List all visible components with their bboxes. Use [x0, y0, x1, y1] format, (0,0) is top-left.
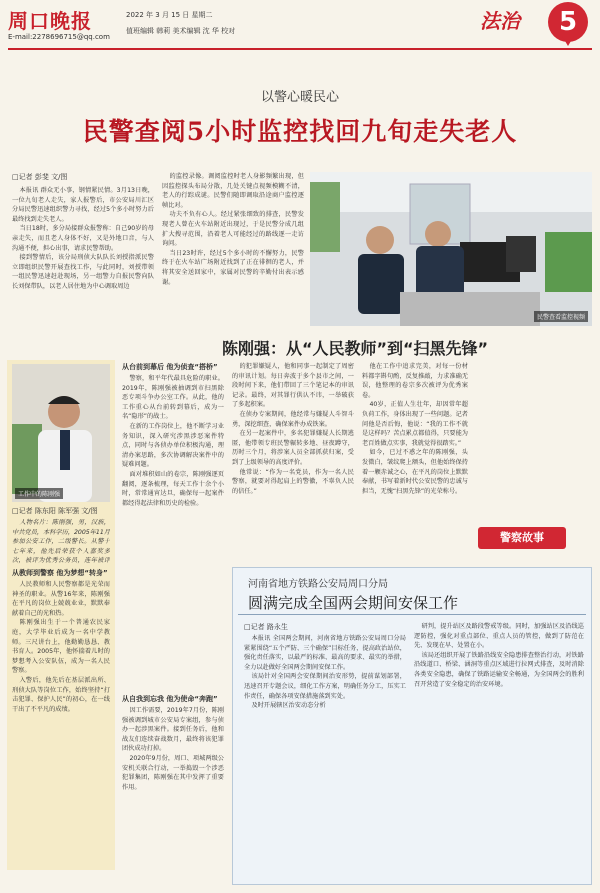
- lead-paragraph: 当日23时许，经过5个多小时的不懈努力，民警终于在火车站广场附近找到了正在徘徊的老人，并将其安全送回家中，家属对民警的辛勤付出表示感谢。: [162, 249, 304, 286]
- feature-paragraph: 如今，已过不惑之年的陈刚强，头发微白，皱纹爬上额头，但他始终保持着一颗赤诚之心，在平凡的岗位上默默奉献，书写着新时代公安民警的忠诚与担当，无愧“扫黑先锋”的光荣称号。: [362, 449, 468, 495]
- box-paragraph: 本报讯 全国两会期间，河南省地方铁路公安局周口分局紧紧围绕“五个严防、三个确保”目标任务，提高政治站位，强化责任落实，以最严的标准、最高的要求、最实的举措，全力以赴做好全国两会期间安保工作。: [244, 635, 406, 671]
- masthead: [0, 0, 600, 58]
- lead-photo: [310, 172, 592, 326]
- lead-kicker: 以警心暖民心: [260, 90, 339, 105]
- sidebar-column: [12, 580, 110, 866]
- lead-paragraph: 本报讯 群众无小事，钢情紧民情。3月13日晚，一位九旬老人走失，家人报警后，市公安局川汇区分局民警迅速组织警力寻找，经过5个多小时努力后最终找到走失老人。: [12, 187, 154, 223]
- contact-email: E-mail:2278696715@qq.com: [8, 33, 110, 41]
- lead-column-2: [162, 172, 304, 328]
- lead-byline: □记者 彭斐 文/图: [12, 173, 68, 181]
- feature-paragraph: 他常说：“作为一名党员，作为一名人民警察，就要对得起肩上的警徽，不辜负人民的信任。”: [232, 468, 354, 495]
- feature-paragraph: 在侦办专案期间，他经常与嫌疑人斗智斗勇，深挖细查，确保案件办成铁案。: [232, 410, 354, 428]
- lead-headline: 民警查阅5小时监控找回九旬走失老人: [82, 117, 518, 146]
- feature-paragraph: 的犯罪嫌疑人，他和同事一起制定了周密的审讯计划。每日奔波于多个县市之间，一段时间下来，他们带回了三个笔记本的审讯记录。最终，对其罪行供认不讳，一举破获了多起积案。: [232, 363, 354, 409]
- feature-column-4: [476, 362, 592, 522]
- lead-column-1: [12, 186, 154, 328]
- lead-paragraph: 功夫不负有心人。经过紧张细致的排查，民警发现老人曾在火车站附近出现过，于是民警分成几组扩大搜寻范围，沿着老人可能经过的路线逐一走访询问。: [162, 211, 304, 248]
- feature-column-3: [362, 362, 468, 562]
- feature-column-2: [232, 362, 354, 562]
- profile-card: [12, 518, 110, 564]
- feature-paragraph: 警察，和平年代最具危险的职业。2019年，陈刚强被抽调到市扫黑除恶专项斗争办公室工作。从此，他的工作重心从台前转到幕后，成为一名“隐形”的战士。: [122, 375, 224, 421]
- feature-section-title-2: 从自我到忘我 他为使命“奔跑”: [122, 695, 218, 703]
- portrait-photo: [12, 364, 110, 502]
- feature-paragraph: 在另一起案件中，多名犯罪嫌疑人长期逃匿，他带领专班民警辗转多地、昼夜蹲守，历时三个月，将涉案人员全部抓获归案，受到了上级领导的高度评价。: [232, 430, 354, 466]
- profile-text: 人物名片：陈刚强，男，汉族，中共党员，本科学历，2005年11月参加公安工作，二级警长。从警十七年来，他先后荣获个人嘉奖多次，被评为优秀公务员，连年被评: [12, 519, 110, 564]
- feature-paragraph: 在新的工作岗位上，他不断学习业务知识，深入研究涉黑涉恶案件特点，同时与各侦办单位积极沟通，理清办案思路，多次协调解决案件中的疑难问题。: [122, 422, 224, 469]
- officer-portrait-illustration: [12, 364, 110, 502]
- box-rule: [238, 614, 586, 615]
- feature-paragraph: 2020年9月份，周口、项城两级公安机关联合行动，一举捣毁一个涉恶犯罪集团，陈刚强在其中发挥了重要作用。: [122, 754, 224, 791]
- police-monitoring-illustration: [310, 172, 592, 326]
- feature-paragraph: 面对堆积如山的卷宗，陈刚强逐页翻阅，逐条梳理，每天工作十余个小时，常常通宵达旦，确保每一起案件都经得起法律和历史的检验。: [122, 470, 224, 507]
- newspaper-logo: 周口晚报: [8, 9, 92, 33]
- masthead-rule: [8, 48, 592, 50]
- box-paragraph: 研判，提升站区及路段警戒等级。同时，加强站区及沿线巡逻防控，强化对重点部位、重点人员的管控，做到了防范在先、发现在早、处置在小。: [414, 623, 584, 650]
- box-column-2: [414, 622, 584, 878]
- lead-photo-caption: 民警查看监控视频: [534, 311, 588, 322]
- feature-column-1b: [122, 706, 224, 880]
- section-name: 法治: [480, 9, 520, 33]
- sidebar-byline: □记者 陈东阳 陈军强 文/图: [12, 507, 98, 515]
- sidebar-section-title: 从教师到警察 他为梦想“转身”: [12, 569, 108, 577]
- sidebar-paragraph: 入警后，他先后在基层派出所、刑侦大队等岗位工作，始终坚持“打击犯罪、保护人民”的初心，在一线干出了不平凡的成绩。: [12, 676, 110, 713]
- box-paragraph: 及时开展辖区治安动态分析: [251, 702, 326, 710]
- sidebar-paragraph: 人民教师和人民警察都是光荣而神圣的职业。从警16年来，陈刚强在平凡的岗位上兢兢业业，默默奉献着自己的光和热。: [12, 581, 110, 617]
- feature-section-title: 从台前到幕后 他为侦查“搭桥”: [122, 363, 218, 371]
- box-column-1: [244, 634, 406, 878]
- police-story-tag: 警察故事: [478, 527, 566, 549]
- feature-column-1: [122, 374, 224, 688]
- lead-paragraph: 的监控录像。调阅监控时老人身影频繁出现，但因监控探头布局分散，几处关键点视频模糊不清，老人的行踪成谜。民警们随即调取沿途商户监控逐帧比对。: [162, 173, 304, 209]
- feature-paragraph: 他在工作中追求完美，对每一份材料都字斟句酌，反复推敲，力求准确无误，他整理的卷宗多次被评为优秀案卷。: [362, 363, 468, 399]
- box-byline: □记者 路永生: [244, 623, 288, 631]
- page-number-badge: 5: [548, 2, 588, 42]
- box-paragraph: 该局还组织开展了铁路沿线安全隐患排查整治行动，对铁路沿线道口、桥梁、涵洞等重点区域进行拉网式排查，及时消除各类安全隐患，确保了铁路运输安全畅通，为全国两会的胜利召开营造了安全稳定的治安环境。: [414, 651, 584, 688]
- feature-paragraph: 因工作需要，2019年7月份，陈刚强被调到城市公安局专案组，参与侦办一起涉黑案件。接到任务后，他和战友们连续奋战数月，最终将该犯罪团伙成功打掉。: [122, 707, 224, 753]
- issue-date: 2022 年 3 月 15 日 星期二: [126, 11, 213, 19]
- box-paragraph: 该局针对全国两会安保期间治安形势，提前谋划部署，迅速召开专题会议，细化工作方案，明确任务分工，压实工作责任，确保各项安保措施落到实处。: [244, 673, 406, 700]
- editors-line: 值班编辑 韩莉 美术编辑 沈 华 校对: [126, 27, 236, 35]
- feature-paragraph: 40岁，正值人生壮年，却因常年超负荷工作，身体出现了一些问题。记者问他是否后悔，他说：“我的工作不就是这样吗？苦点累点都值得，只要能为老百姓做点实事，我就觉得很踏实。”: [362, 401, 468, 447]
- portrait-caption: 工作中的陈刚强: [15, 488, 63, 499]
- box-kicker: 河南省地方铁路公安局周口分局: [248, 579, 388, 590]
- feature-headline: 陈刚强：从“人民教师”到“扫黑先锋”: [221, 339, 489, 358]
- box-headline: 圆满完成全国两会期间安保工作: [248, 594, 459, 612]
- lead-paragraph: 接到警情后，该分局刑侦大队队长刘授指派民警立即组织民警开展查找工作，与此同时，刘授带领一组民警迅速赶赴现场，另一组警力自报民警向队长刘保带队，以老人居住地为中心调取周边: [12, 254, 154, 290]
- sidebar-paragraph: 陈刚强出生于一个普通农民家庭，大学毕业后成为一名中学教师。三尺讲台上，他勤勤恳恳、教书育人。2005年，他怀揣着儿时的梦想考入公安队伍，成为一名人民警察。: [12, 619, 110, 675]
- lead-paragraph: 当日18时，多分局接群众报警称：自己90岁的母亲走失，而且老人身体不好，又是外地口音，与人沟通不便，担心出事，请求民警帮助。: [12, 225, 154, 252]
